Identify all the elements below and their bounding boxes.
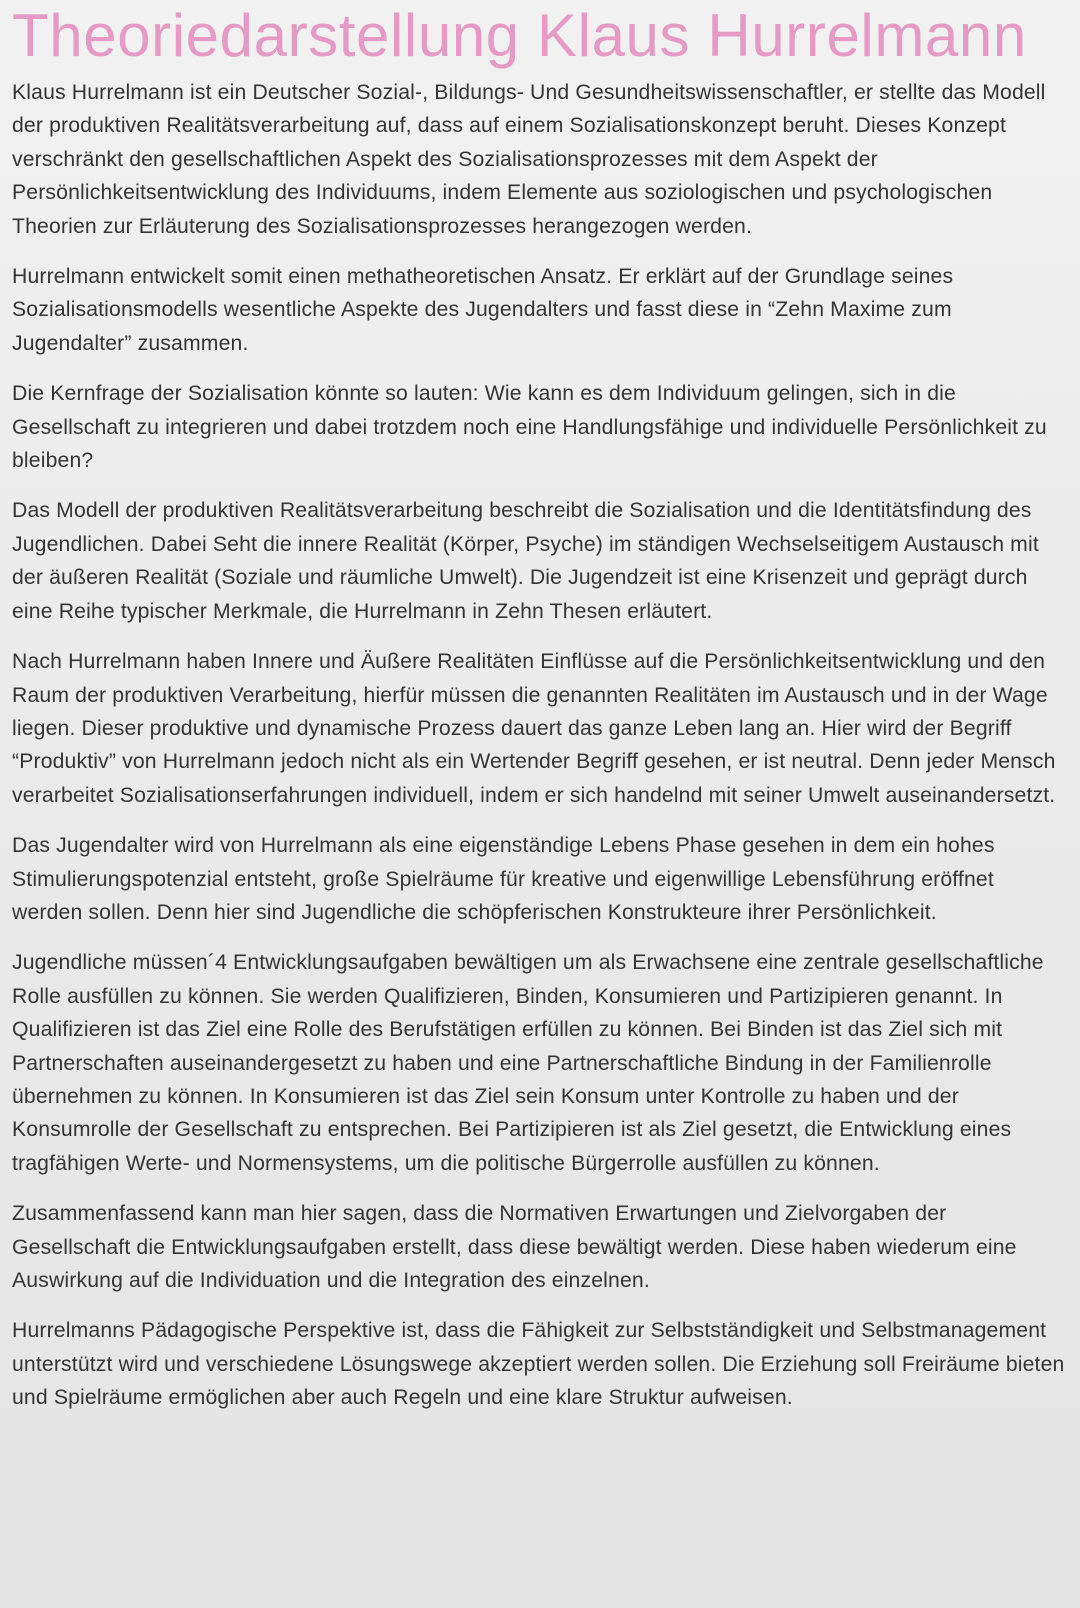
paragraph-model: Das Modell der produktiven Realitätsverarbeitung beschreibt die Sozialisation und die Identitätsfindung des Jugendlichen. Dabei Seht die innere Realität (Körper, Psyche) im ständigen Wechselseitigem Austausch mit der äußeren Realität (Soziale und räumliche Umwelt). Die Jugendzeit ist eine Krisenzeit und geprägt durch eine Reihe typischer Merkmale, die Hurrelmann in Zehn Thesen erläutert. xyxy=(12,499,1039,623)
paragraph-metatheory: Hurrelmann entwickelt somit einen methatheoretischen Ansatz. Er erklärt auf der Grundlage seines Sozialisationsmodells wesentliche Aspekte des Jugendalters und fasst diese in “Zehn Maxime zum Jugendalter” zusammen. xyxy=(12,265,954,355)
paragraph-pedagogy: Hurrelmanns Pädagogische Perspektive ist, dass die Fähigkeit zur Selbstständigkeit und Selbstmanagement unterstützt wird und verschiedene Lösungswege akzeptiert werden sollen. Die Erziehung soll Freiräume bieten und Spielräume ermöglichen aber auch Regeln und eine klare Struktur aufweisen. xyxy=(12,1319,1065,1410)
paragraph-core-question: Die Kernfrage der Sozialisation könnte so lauten: Wie kann es dem Individuum gelingen, sich in die Gesellschaft zu integrieren und dabei trotzdem noch eine Handlungsfähige und individuelle Persönlichkeit zu bleiben? xyxy=(12,382,1047,473)
page-title: Theoriedarstellung Klaus Hurrelmann xyxy=(12,2,1027,69)
paragraph-realities: Nach Hurrelmann haben Innere und Äußere Realitäten Einflüsse auf die Persönlichkeitsentwicklung und den Raum der produktiven Verarbeitung, hierfür müssen die genannten Realitäten im Austausch und in der Wage liegen. Dieser produktive und dynamische Prozess dauert das ganze Leben lang an. Hier wird der Begriff “Produktiv” von Hurrelmann jedoch nicht als ein Wertender Begriff gesehen, er ist neutral. Denn jeder Mensch verarbeitet Sozialisationserfahrungen individuell, indem er sich handelnd mit seiner Umwelt auseinandersetzt. xyxy=(12,650,1056,807)
paragraph-development-tasks: Jugendliche müssen´4 Entwicklungsaufgaben bewältigen um als Erwachsene eine zentrale gesellschaftliche Rolle ausfüllen zu können. Sie werden Qualifizieren, Binden, Konsumieren und Partizipieren genannt. In Qualifizieren ist das Ziel eine Rolle des Berufstätigen erfüllen zu können. Bei Binden ist das Ziel sich mit Partnerschaften auseinandergesetzt zu haben und eine Partnerschaftliche Bindung in der Familienrolle übernehmen zu können. In Konsumieren ist das Ziel sein Konsum unter Kontrolle zu haben und der Konsumrolle der Gesellschaft zu entsprechen. Bei Partizipieren ist als Ziel gesetzt, die Entwicklung eines tragfähigen Werte- und Normensystems, um die politische Bürgerrolle ausfüllen zu können. xyxy=(12,951,1044,1175)
paragraph-summary: Zusammenfassend kann man hier sagen, dass die Normativen Erwartungen und Zielvorgaben der Gesellschaft die Entwicklungsaufgaben erstellt, dass diese bewältigt werden. Diese haben wiederum eine Auswirkung auf die Individuation und die Integration des einzelnen. xyxy=(12,1202,1017,1292)
paragraph-intro: Klaus Hurrelmann ist ein Deutscher Sozial-, Bildungs- Und Gesundheitswissenschaftler, er stellte das Modell der produktiven Realitätsverarbeitung auf, dass auf einem Sozialisationskonzept beruht. Dieses Konzept verschränkt den gesellschaftlichen Aspekt des Sozialisationsprozesses mit dem Aspekt der Persönlichkeitsentwicklung des Individuums, indem Elemente aus soziologischen und psychologischen Theorien zur Erläuterung des Sozialisationsprozesses herangezogen werden. xyxy=(12,81,1046,238)
paragraph-youth-phase: Das Jugendalter wird von Hurrelmann als eine eigenständige Lebens Phase gesehen in dem ein hohes Stimulierungspotenzial entsteht, große Spielräume für kreative und eigenwillige Lebensführung eröffnet werden sollen. Denn hier sind Jugendliche die schöpferischen Konstrukteure ihrer Persönlichkeit. xyxy=(12,834,995,924)
document-body xyxy=(12,76,1066,1415)
